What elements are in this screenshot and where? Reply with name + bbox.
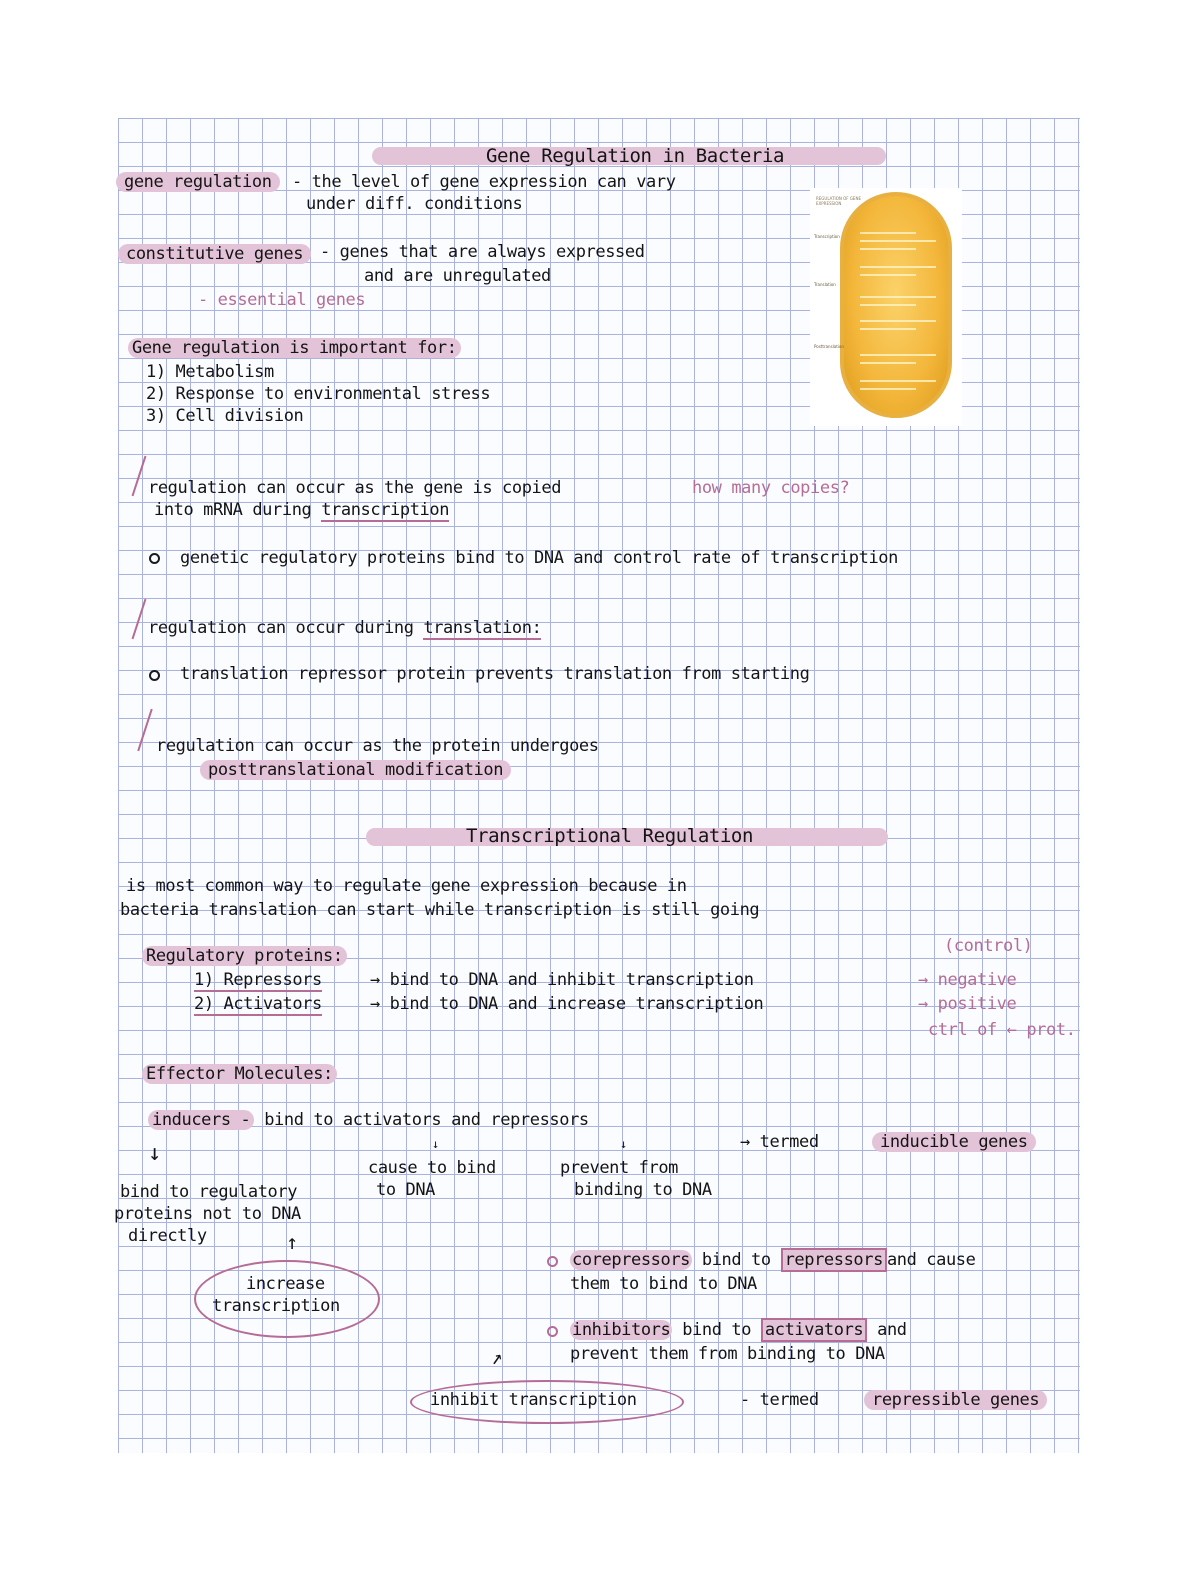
bullet-icon	[547, 1326, 558, 1337]
cause-to-bind-2: to DNA	[376, 1180, 436, 1200]
activators-label-text: 2) Activators	[194, 994, 322, 1014]
corepressors-end: and cause	[886, 1250, 976, 1270]
regulatory-proteins-heading-text: Regulatory proteins:	[142, 946, 347, 966]
inhibitors-line-2: prevent them from binding to DNA	[570, 1344, 885, 1364]
bind-regulatory-3: directly	[128, 1226, 207, 1246]
page-title: Gene Regulation in Bacteria	[486, 145, 785, 167]
activators-label	[194, 994, 322, 1014]
transcription-bullet: genetic regulatory proteins bind to DNA and control rate of transcription	[180, 548, 898, 568]
control-note: (control)	[944, 936, 1033, 956]
activators-box: activators	[761, 1318, 867, 1342]
inhibitors-mid: bind to	[682, 1320, 752, 1340]
corepressors-line-1	[570, 1250, 975, 1270]
transcription-keyword: transcription	[321, 500, 450, 520]
down-arrow-icon: ↓	[620, 1137, 627, 1151]
tr-line-2: bacteria translation can start while transcription is still going	[120, 900, 760, 920]
repressors-text: → bind to DNA and inhibit transcription	[370, 970, 754, 990]
inducers-line	[148, 1110, 589, 1130]
def-constitutive-1: - genes that are always expressed	[320, 242, 645, 262]
def-gene-regulation-1: - the level of gene expression can vary	[292, 172, 676, 192]
repressors-box: repressors	[781, 1248, 887, 1272]
cause-to-bind-1: cause to bind	[368, 1158, 496, 1178]
def-constitutive-2: and are unregulated	[364, 266, 551, 286]
transcription-line-2	[154, 500, 449, 520]
figure-label-translation: Translation	[814, 282, 836, 287]
bind-regulatory-1: bind to regulatory	[120, 1182, 298, 1202]
importance-item-1: 1) Metabolism	[146, 362, 274, 382]
inhibitors-end: and	[877, 1320, 907, 1340]
importance-item-3: 3) Cell division	[146, 406, 304, 426]
term-constitutive-genes: constitutive genes	[118, 244, 311, 264]
term-gene-regulation: gene regulation	[116, 172, 280, 192]
inducers-definition: bind to activators and repressors	[264, 1110, 589, 1130]
bullet-icon	[149, 553, 160, 564]
down-arrow-icon: ↓	[432, 1137, 439, 1151]
up-arrow-icon: ↑	[486, 1344, 510, 1372]
posttranslation-line-2	[200, 760, 511, 780]
negative-note: → negative	[918, 970, 1017, 990]
note-essential-genes: - essential genes	[198, 290, 366, 310]
regulatory-proteins-heading	[142, 946, 347, 966]
control-of-protein-note: ctrl of ← prot.	[928, 1020, 1076, 1040]
increase-transcription-2: transcription	[212, 1296, 340, 1316]
tr-line-1: is most common way to regulate gene expression because in	[126, 876, 687, 896]
translation-line-1	[148, 618, 541, 638]
aside-how-many-copies: how many copies?	[692, 478, 850, 498]
down-arrow-icon: ↓	[148, 1141, 161, 1166]
importance-item-2: 2) Response to environmental stress	[146, 384, 491, 404]
translation-line-prefix: regulation can occur during	[148, 618, 414, 638]
inhibitors-line-1	[570, 1320, 907, 1340]
repressors-label-text: 1) Repressors	[194, 970, 322, 990]
corepressors-term: corepressors	[572, 1250, 691, 1270]
inhibit-transcription: inhibit transcription	[430, 1390, 637, 1410]
figure-title: REGULATION OF GENE EXPRESSION	[816, 196, 861, 206]
repressors-label	[194, 970, 322, 990]
inducible-genes-term: inducible genes	[872, 1132, 1036, 1152]
bacteria-capsule-illustration	[840, 192, 952, 418]
termed-repressible: - termed	[740, 1390, 819, 1410]
up-arrow-icon: ↑	[286, 1230, 298, 1254]
positive-note: → positive	[918, 994, 1017, 1014]
bullet-icon	[149, 670, 160, 681]
corepressors-line-2: them to bind to DNA	[570, 1274, 757, 1294]
repressible-genes-term: repressible genes	[864, 1390, 1047, 1410]
figure-label-posttranslation: Posttranslation	[814, 344, 844, 349]
activators-text: → bind to DNA and increase transcription	[370, 994, 764, 1014]
transcription-line-2-prefix: into mRNA during	[154, 500, 312, 520]
translation-bullet: translation repressor protein prevents translation from starting	[180, 664, 810, 684]
def-gene-regulation-2: under diff. conditions	[306, 194, 523, 214]
bullet-icon	[547, 1256, 558, 1267]
translation-keyword: translation:	[423, 618, 542, 638]
effector-heading-text: Effector Molecules:	[142, 1064, 337, 1084]
prevent-from-1: prevent from	[560, 1158, 679, 1178]
regulation-figure	[810, 188, 962, 426]
section-title-transcriptional-regulation: Transcriptional Regulation	[466, 825, 754, 847]
increase-transcription-1: increase	[246, 1274, 325, 1294]
effector-heading	[142, 1064, 337, 1084]
inhibitors-term: inhibitors	[572, 1320, 671, 1340]
posttranslation-keyword: posttranslational modification	[200, 760, 511, 780]
inducers-term: inducers -	[148, 1110, 254, 1130]
importance-heading	[128, 338, 461, 358]
figure-label-transcription: Transcription	[814, 234, 840, 239]
posttranslation-line-1: regulation can occur as the protein undergoes	[156, 736, 599, 756]
prevent-from-2: binding to DNA	[574, 1180, 712, 1200]
termed-inducible: → termed	[740, 1132, 819, 1152]
corepressors-mid: bind to	[701, 1250, 771, 1270]
transcription-line-1: regulation can occur as the gene is copied	[148, 478, 562, 498]
bind-regulatory-2: proteins not to DNA	[114, 1204, 301, 1224]
importance-heading-text: Gene regulation is important for:	[128, 338, 461, 358]
